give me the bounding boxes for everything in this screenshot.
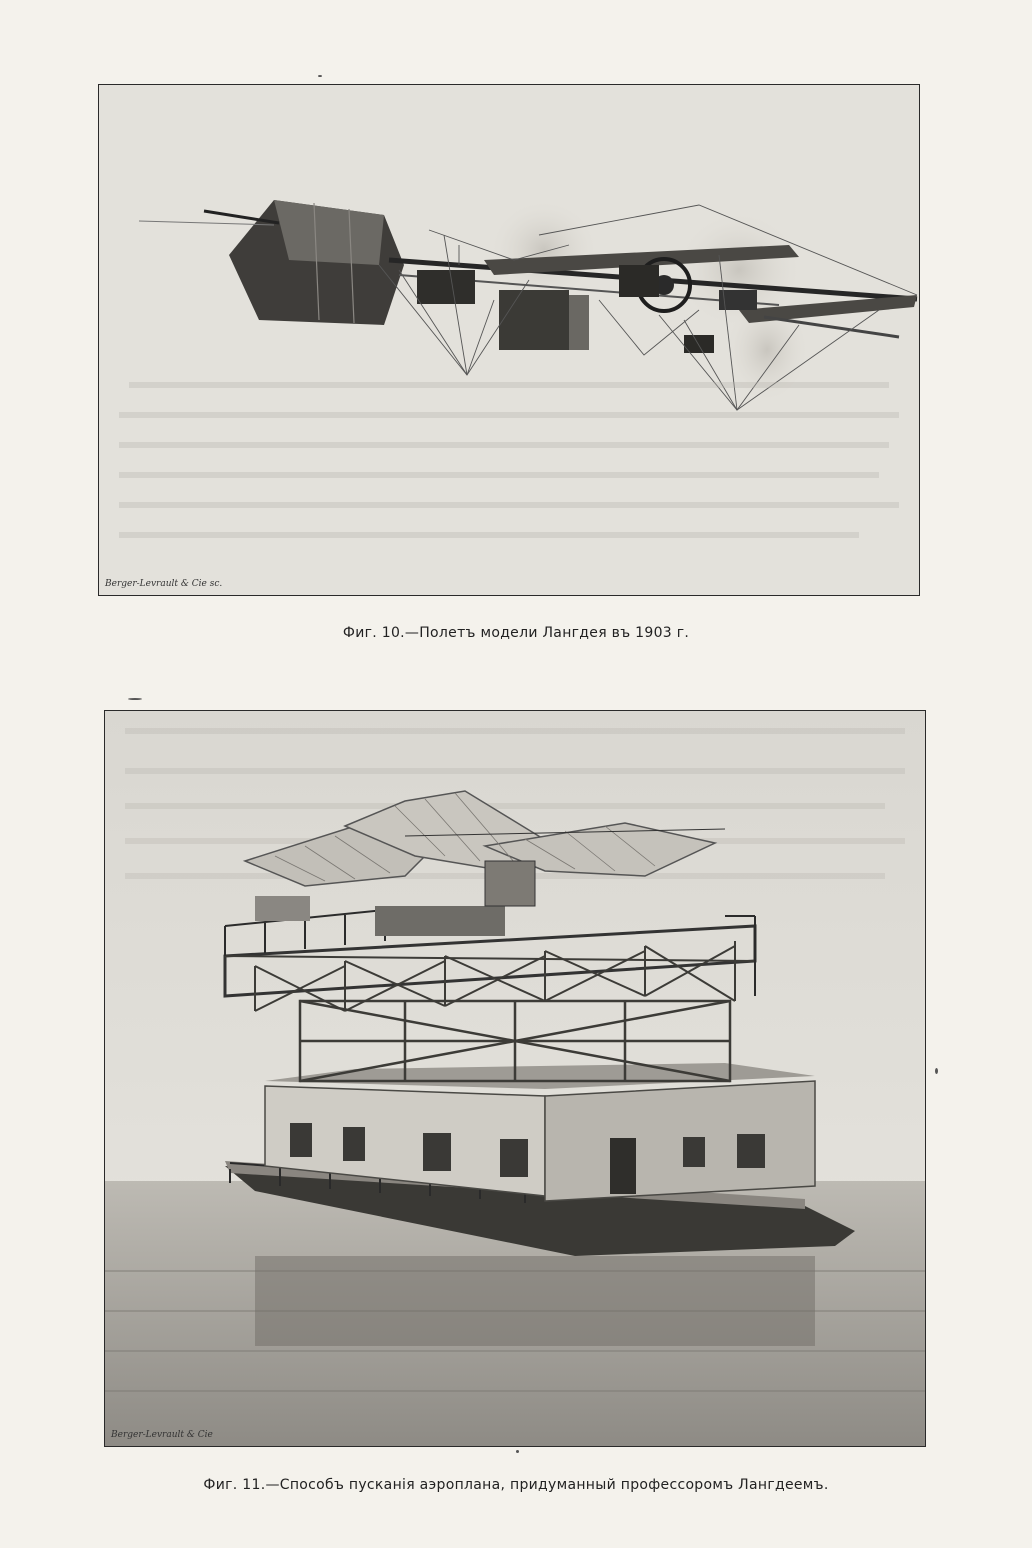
- engraver-signature: Berger-Levrault & Cie sc.: [105, 579, 223, 589]
- ink-speck: [128, 698, 142, 700]
- figure-10-caption: Фиг. 10.—Полетъ модели Лангдея въ 1903 г.: [342, 625, 690, 641]
- figure-11-caption: Фиг. 11.—Способъ пусканія аэроплана, придуманный профессоромъ Лангдеемъ.: [203, 1477, 829, 1493]
- engraver-signature: Berger-Levrault & Cie: [111, 1430, 213, 1440]
- langley-model-flight-illustration: [99, 85, 919, 595]
- ink-speck: [516, 1450, 519, 1453]
- figure-10-photo: [98, 84, 920, 596]
- launching-houseboat-illustration: [105, 711, 925, 1446]
- ink-speck: [318, 75, 322, 77]
- figure-11-photo: [104, 710, 926, 1447]
- ink-speck: [935, 1068, 938, 1074]
